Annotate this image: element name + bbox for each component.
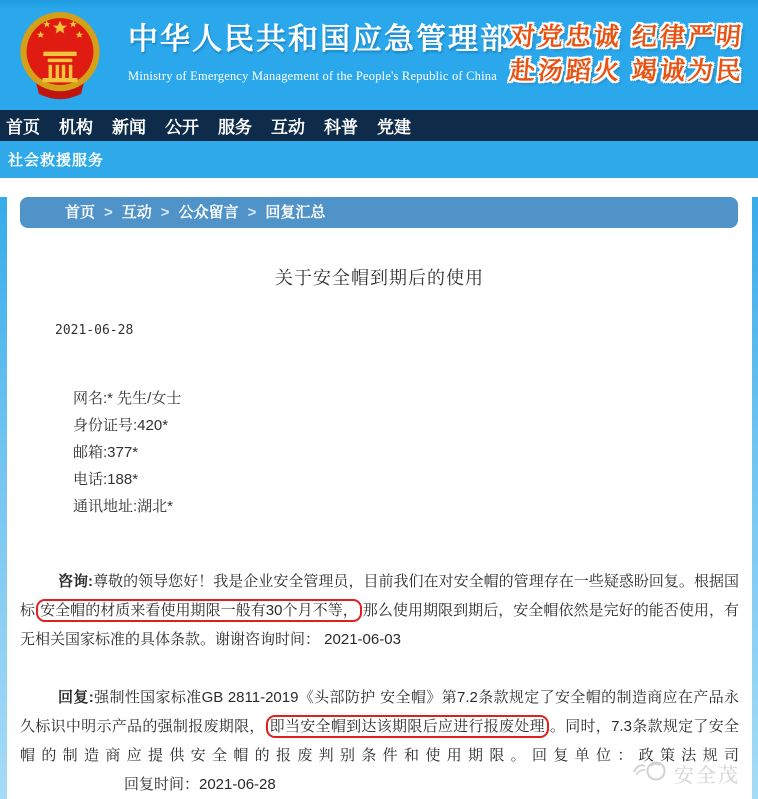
breadcrumb-reply-summary: 回复汇总: [265, 204, 326, 221]
dove-logo-icon: [631, 757, 669, 789]
article-date: 2021-06-28: [55, 323, 134, 338]
reply-unit: 回复单位：政策法规司: [531, 747, 739, 764]
inquiry-paragraph: [7, 567, 752, 654]
field-phone-value: 188*: [107, 471, 139, 488]
field-id-number-value: 420*: [137, 417, 169, 434]
section-label: 社会救援服务: [8, 152, 105, 169]
field-phone: [73, 466, 752, 493]
inquiry-label: 咨询:: [58, 573, 94, 590]
reply-text-before: 强制性国家标准GB 2811-2019《头部防护 安全帽》第7.2条款规定了安全帽的制造商应在产品永久标识中明示产品的强制报废期限，: [20, 689, 740, 735]
header-slogan: [510, 20, 744, 88]
field-phone-label: 电话:: [73, 471, 108, 488]
site-header: [0, 0, 758, 110]
breadcrumb-separator: >: [160, 204, 170, 221]
content-area: [7, 197, 752, 799]
nav-item-disclosure[interactable]: 公开: [165, 118, 199, 137]
site-subtitle-en: Ministry of Emergency Management of the People's Republic of China: [128, 69, 497, 83]
slogan-line-1: 对党忠诚 纪律严明: [508, 23, 746, 51]
breadcrumb-separator: >: [104, 204, 113, 221]
site-title-block: [128, 14, 512, 84]
main-nav: [0, 110, 758, 141]
site-title: 中华人民共和国应急管理部: [128, 23, 512, 56]
breadcrumb: [20, 197, 738, 228]
submitter-fields: [73, 385, 752, 520]
inquiry-highlight-annotation: 安全帽的材质来看使用期限一般有30个月不等，: [36, 599, 362, 622]
breadcrumb-public-messages[interactable]: 公众留言: [178, 204, 239, 221]
nav-item-party[interactable]: 党建: [377, 118, 411, 137]
section-bar: [0, 141, 758, 178]
reply-time: 回复时间：2021-06-28: [124, 776, 276, 793]
nav-item-news[interactable]: 新闻: [112, 118, 146, 137]
slogan-line-2: 赴汤蹈火 竭诚为民: [508, 57, 746, 85]
nav-item-science[interactable]: 科普: [324, 118, 358, 137]
reply-highlight-annotation: 即当安全帽到达该期限后应进行报废处理: [266, 715, 549, 738]
field-email-label: 邮箱:: [73, 444, 108, 461]
breadcrumb-interaction[interactable]: 互动: [121, 204, 152, 221]
field-username-value: * 先生/女士: [107, 390, 182, 407]
field-email: [73, 439, 752, 466]
nav-item-home[interactable]: 首页: [6, 118, 40, 137]
watermark-text: 安全茂: [674, 764, 740, 787]
nav-item-organization[interactable]: 机构: [59, 118, 93, 137]
field-address-label: 通讯地址:: [73, 498, 138, 515]
field-username: [73, 385, 752, 412]
field-address-value: 湖北*: [137, 498, 174, 515]
nav-item-interaction[interactable]: 互动: [271, 118, 305, 137]
inquiry-time: 咨询时间： 2021-06-03: [245, 631, 401, 648]
breadcrumb-separator: >: [247, 204, 257, 221]
field-email-value: 377*: [107, 444, 139, 461]
field-id-number-label: 身份证号:: [73, 417, 138, 434]
reply-text-after: 。同时，7.3条款规定了安全帽的制造商应提供安全帽的报废判别条件和使用期限。: [20, 718, 739, 764]
breadcrumb-home[interactable]: 首页: [65, 204, 96, 221]
field-address: [73, 493, 752, 520]
inquiry-text-after: 那么使用期限到期后，安全帽依然是完好的能否使用，有无相关国家标准的具体条款。谢谢: [20, 602, 739, 648]
reply-label: 回复:: [58, 689, 94, 706]
national-emblem-icon: [16, 11, 104, 106]
field-id-number: [73, 412, 752, 439]
anquanmao-watermark: [631, 757, 740, 789]
field-username-label: 网名:: [73, 390, 108, 407]
inquiry-text-before: 尊敬的领导您好！我是企业安全管理员，目前我们在对安全帽的管理存在一些疑惑盼回复。根据国标: [20, 573, 739, 619]
page-body: [0, 197, 758, 799]
nav-item-services[interactable]: 服务: [218, 118, 252, 137]
article-title: 关于安全帽到期后的使用: [275, 268, 484, 288]
